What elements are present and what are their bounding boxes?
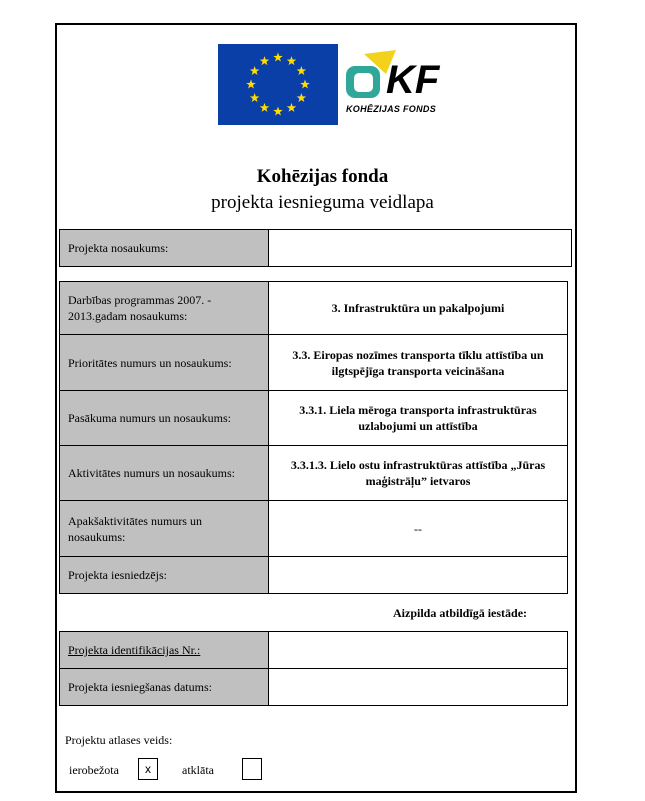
eu-star-icon: [300, 80, 310, 89]
project-name-label: Projekta nosaukums:: [60, 230, 269, 267]
eu-star-icon: [273, 53, 283, 62]
table-row: [60, 446, 568, 501]
row-label: Prioritātes numurs un nosaukums:: [60, 335, 269, 391]
project-name-row: [60, 230, 572, 267]
eu-star-icon: [297, 66, 307, 75]
submission-date-field[interactable]: [269, 669, 568, 706]
project-applicant-field[interactable]: [269, 557, 568, 594]
row-label: Aktivitātes numurs un nosaukums:: [60, 446, 269, 501]
selection-type-label: Projektu atlases veids:: [65, 733, 173, 747]
row-label: Projekta iesniedzējs:: [60, 557, 269, 594]
eu-star-icon: [287, 56, 297, 65]
eu-star-icon: [287, 103, 297, 112]
kf-mark-text: KF: [386, 58, 440, 102]
eu-stars-icon: [218, 44, 338, 125]
row-label: Darbības programmas 2007. - 2013.gadam nosaukums:: [60, 282, 269, 335]
project-name-table: [59, 229, 572, 267]
eu-star-icon: [273, 107, 283, 116]
row-label: Pasākuma numurs un nosaukums:: [60, 391, 269, 446]
kf-caption: KOHĒZIJAS FONDS: [346, 104, 437, 114]
eu-star-icon: [297, 93, 307, 102]
eu-star-icon: [250, 93, 260, 102]
row-value: 3. Infrastruktūra un pakalpojumi: [269, 282, 568, 335]
row-value: 3.3. Eiropas nozīmes transporta tīklu attīstība un ilgtspējīga transporta veicināšana: [269, 335, 568, 391]
table-row: [60, 557, 568, 594]
programme-table: [59, 281, 568, 594]
table-row: [60, 632, 568, 669]
row-value: --: [269, 501, 568, 557]
project-id-field[interactable]: [269, 632, 568, 669]
option-restricted-checkbox[interactable]: x: [138, 758, 158, 780]
row-value: 3.3.1.3. Lielo ostu infrastruktūras attīstība „Jūras maģistrāļu” ietvaros: [269, 446, 568, 501]
page-title: Kohēzijas fonda: [256, 166, 389, 187]
eu-flag-logo: [218, 44, 338, 125]
fill-note: Aizpilda atbildīgā iestāde:: [393, 606, 528, 620]
row-label: Apakšaktivitātes numurs un nosaukums:: [60, 501, 269, 557]
project-id-label-text: Projekta identifikācijas Nr.:: [68, 643, 201, 657]
submission-date-label: Projekta iesniegšanas datums:: [60, 669, 269, 706]
project-name-field[interactable]: [269, 230, 572, 267]
page-subtitle: projekta iesnieguma veidlapa: [211, 192, 434, 213]
project-id-label: [60, 632, 269, 669]
table-row: [60, 335, 568, 391]
admin-table: [59, 631, 568, 706]
option-restricted-label: ierobežota: [69, 763, 119, 777]
table-row: [60, 391, 568, 446]
eu-star-icon: [246, 80, 256, 89]
table-row: [60, 669, 568, 706]
row-value: 3.3.1. Liela mēroga transporta infrastruktūras uzlabojumi un attīstība: [269, 391, 568, 446]
eu-star-icon: [260, 103, 270, 112]
option-open-label: atklāta: [182, 763, 214, 777]
option-open-checkbox[interactable]: [242, 758, 262, 780]
table-row: [60, 501, 568, 557]
eu-star-icon: [260, 56, 270, 65]
eu-star-icon: [250, 66, 260, 75]
table-row: [60, 282, 568, 335]
